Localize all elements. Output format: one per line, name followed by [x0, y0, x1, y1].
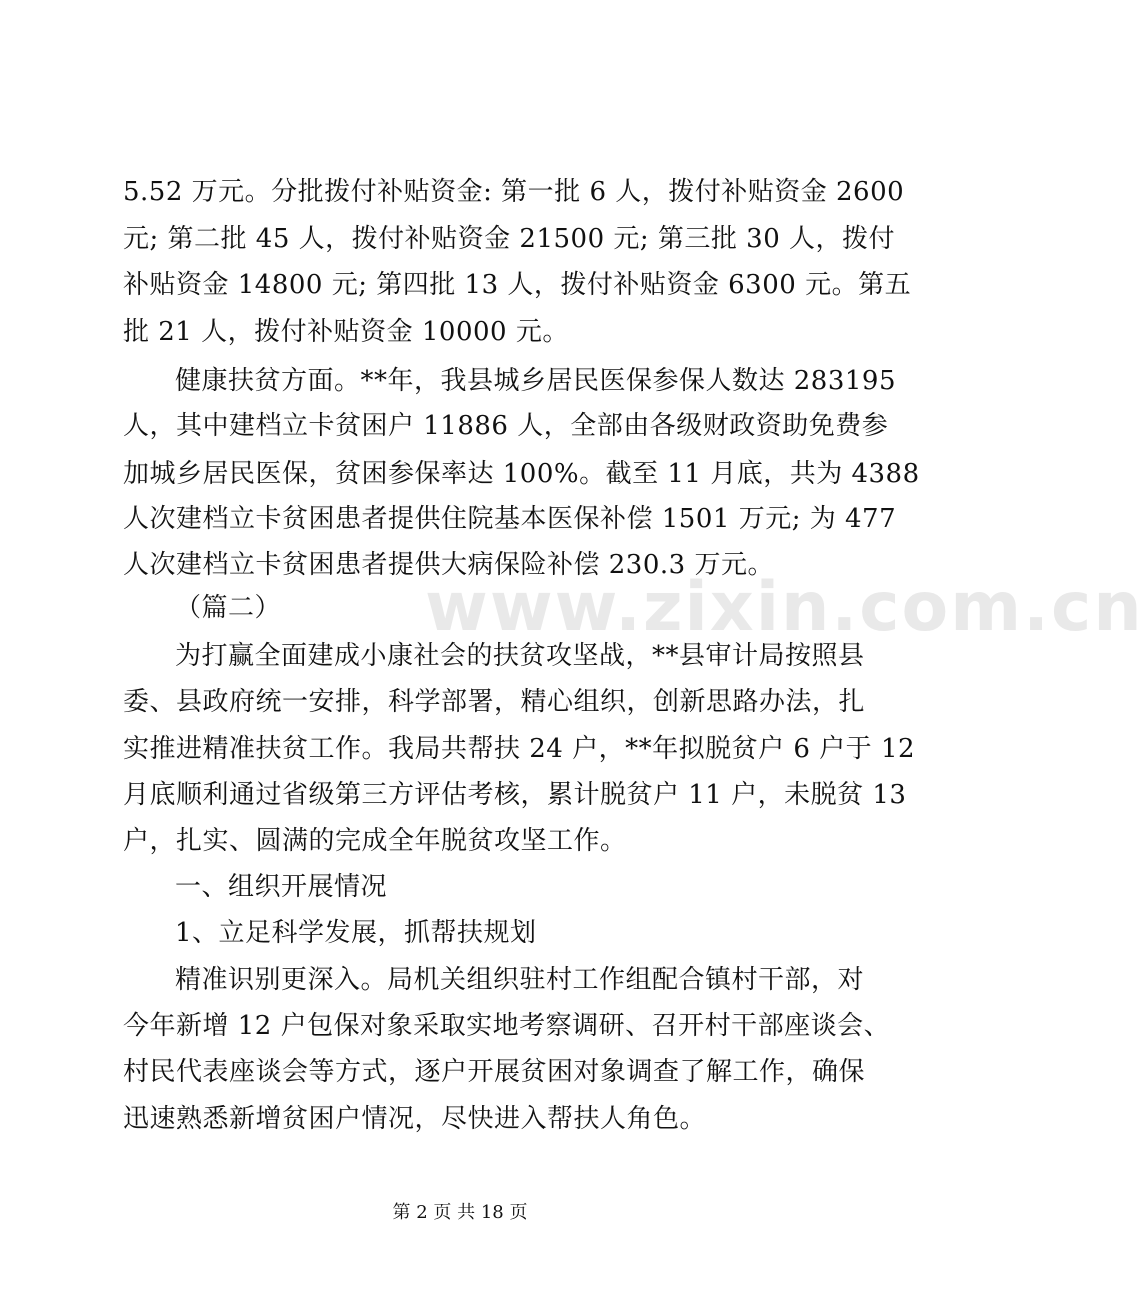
text-line: 委、县政府统一安排，科学部署，精心组织，创新思路办法，扎	[123, 687, 866, 717]
text-line: 精准识别更深入。局机关组织驻村工作组配合镇村干部，对	[175, 965, 865, 995]
section-heading: （篇二）	[175, 593, 282, 623]
text-line: 元; 第二批 45 人，拨付补贴资金 21500 元; 第三批 30 人，拨付	[123, 224, 896, 254]
text-line: 实推进精准扶贫工作。我局共帮扶 24 户，**年拟脱贫户 6 户于 12	[123, 734, 916, 764]
text-line: 健康扶贫方面。**年，我县城乡居民医保参保人数达 283195	[175, 366, 897, 396]
section-heading: 一、组织开展情况	[175, 872, 388, 902]
text-line: 批 21 人，拨付补贴资金 10000 元。	[123, 317, 569, 347]
text-line: 为打赢全面建成小康社会的扶贫攻坚战，**县审计局按照县	[175, 641, 865, 671]
text-line: 人，其中建档立卡贫困户 11886 人，全部由各级财政资助免费参	[123, 411, 889, 441]
text-line: 补贴资金 14800 元; 第四批 13 人，拨付补贴资金 6300 元。第五	[123, 270, 912, 300]
subsection-heading: 1、立足科学发展，抓帮扶规划	[175, 918, 537, 948]
text-line: 户，扎实、圆满的完成全年脱贫攻坚工作。	[123, 826, 627, 856]
watermark-text: www.zixin.com.cn	[425, 568, 1144, 647]
text-line: 今年新增 12 户包保对象采取实地考察调研、召开村干部座谈会、	[123, 1011, 891, 1041]
text-line: 5.52 万元。分批拨付补贴资金: 第一批 6 人，拨付补贴资金 2600	[123, 177, 905, 207]
text-line: 村民代表座谈会等方式，逐户开展贫困对象调查了解工作，确保	[123, 1057, 866, 1087]
text-line: 迅速熟悉新增贫困户情况，尽快进入帮扶人角色。	[123, 1104, 707, 1134]
page-footer: 第 2 页 共 18 页	[392, 1202, 528, 1223]
text-line: 人次建档立卡贫困患者提供大病保险补偿 230.3 万元。	[123, 550, 774, 580]
text-line: 加城乡居民医保，贫困参保率达 100%。截至 11 月底，共为 4388	[123, 459, 920, 489]
text-line: 月底顺利通过省级第三方评估考核，累计脱贫户 11 户，未脱贫 13	[123, 780, 907, 810]
text-line: 人次建档立卡贫困患者提供住院基本医保补偿 1501 万元; 为 477	[123, 504, 897, 534]
